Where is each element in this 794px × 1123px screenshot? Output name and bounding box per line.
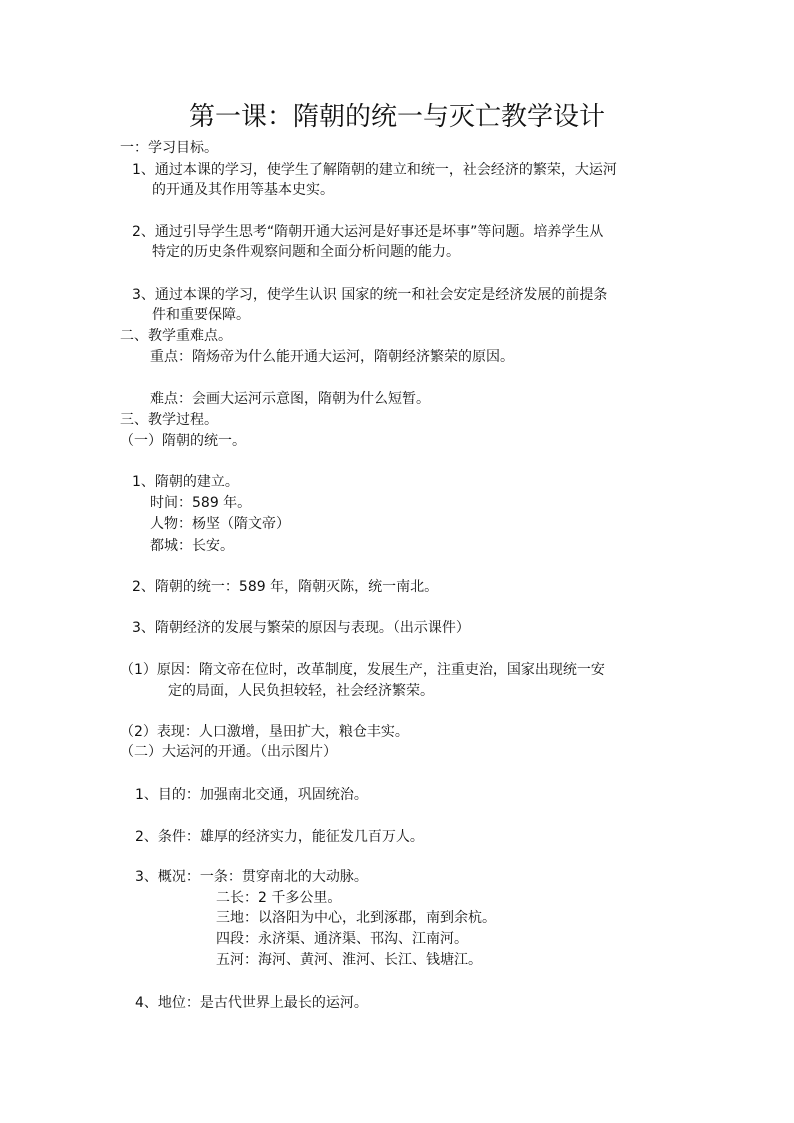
unification-item: 2、隋朝的统一：589 年，隋朝灭陈，统一南北。 xyxy=(132,579,439,595)
goal-3-line-2: 件和重要保障。 xyxy=(152,307,250,323)
establishment-time: 时间：589 年。 xyxy=(150,495,252,511)
page-title: 第一课：隋朝的统一与灭亡教学设计 xyxy=(188,102,605,132)
overview-rivers: 五河：海河、黄河、淮河、长江、钱塘江。 xyxy=(216,952,482,968)
goal-1-line-1: 1、通过本课的学习，使学生了解隋朝的建立和统一，社会经济的繁荣，大运河 xyxy=(132,162,617,178)
reason-line-1: （1）原因：隋文帝在位时，改革制度，发展生产，注重吏治，国家出现统一安 xyxy=(120,662,605,678)
reason-line-2: 定的局面，人民负担较轻，社会经济繁荣。 xyxy=(168,683,434,699)
section-1-heading: 一：学习目标。 xyxy=(120,140,218,156)
economy-item: 3、隋朝经济的发展与繁荣的原因与表现。（出示课件） xyxy=(132,620,470,636)
difficult-points: 难点：会画大运河示意图，隋朝为什么短暂。 xyxy=(150,391,430,407)
purpose-item: 1、目的：加强南北交通，巩固统治。 xyxy=(135,787,368,803)
goal-2-line-2: 特定的历史条件观察问题和全面分析问题的能力。 xyxy=(152,244,460,260)
overview-length: 二长：2 千多公里。 xyxy=(216,890,342,906)
establishment-person: 人物：杨坚（隋文帝） xyxy=(150,516,290,532)
part-2-heading: （二）大运河的开通。（出示图片） xyxy=(120,744,337,760)
goal-2-line-1: 2、通过引导学生思考“隋朝开通大运河是好事还是坏事”等问题。培养学生从 xyxy=(132,224,604,240)
performance-line: （2）表现：人口激增，垦田扩大，粮仓丰实。 xyxy=(120,724,409,740)
section-2-heading: 二、教学重难点。 xyxy=(120,328,232,344)
establishment-item: 1、隋朝的建立。 xyxy=(132,474,239,490)
key-points: 重点：隋炀帝为什么能开通大运河，隋朝经济繁荣的原因。 xyxy=(150,349,514,365)
goal-1-line-2: 的开通及其作用等基本史实。 xyxy=(152,182,334,198)
status-item: 4、地位：是古代世界上最长的运河。 xyxy=(135,995,368,1011)
establishment-capital: 都城：长安。 xyxy=(150,538,234,554)
section-3-heading: 三、教学过程。 xyxy=(120,412,218,428)
condition-item: 2、条件：雄厚的经济实力，能征发几百万人。 xyxy=(135,829,424,845)
overview-sections: 四段：永济渠、通济渠、邗沟、江南河。 xyxy=(216,931,468,947)
part-1-heading: （一）隋朝的统一。 xyxy=(120,433,246,449)
goal-3-line-1: 3、通过本课的学习，使学生认识 国家的统一和社会安定是经济发展的前提条 xyxy=(132,287,608,303)
overview-item: 3、概况：一条：贯穿南北的大动脉。 xyxy=(135,869,368,885)
overview-places: 三地：以洛阳为中心，北到涿郡，南到余杭。 xyxy=(216,910,496,926)
